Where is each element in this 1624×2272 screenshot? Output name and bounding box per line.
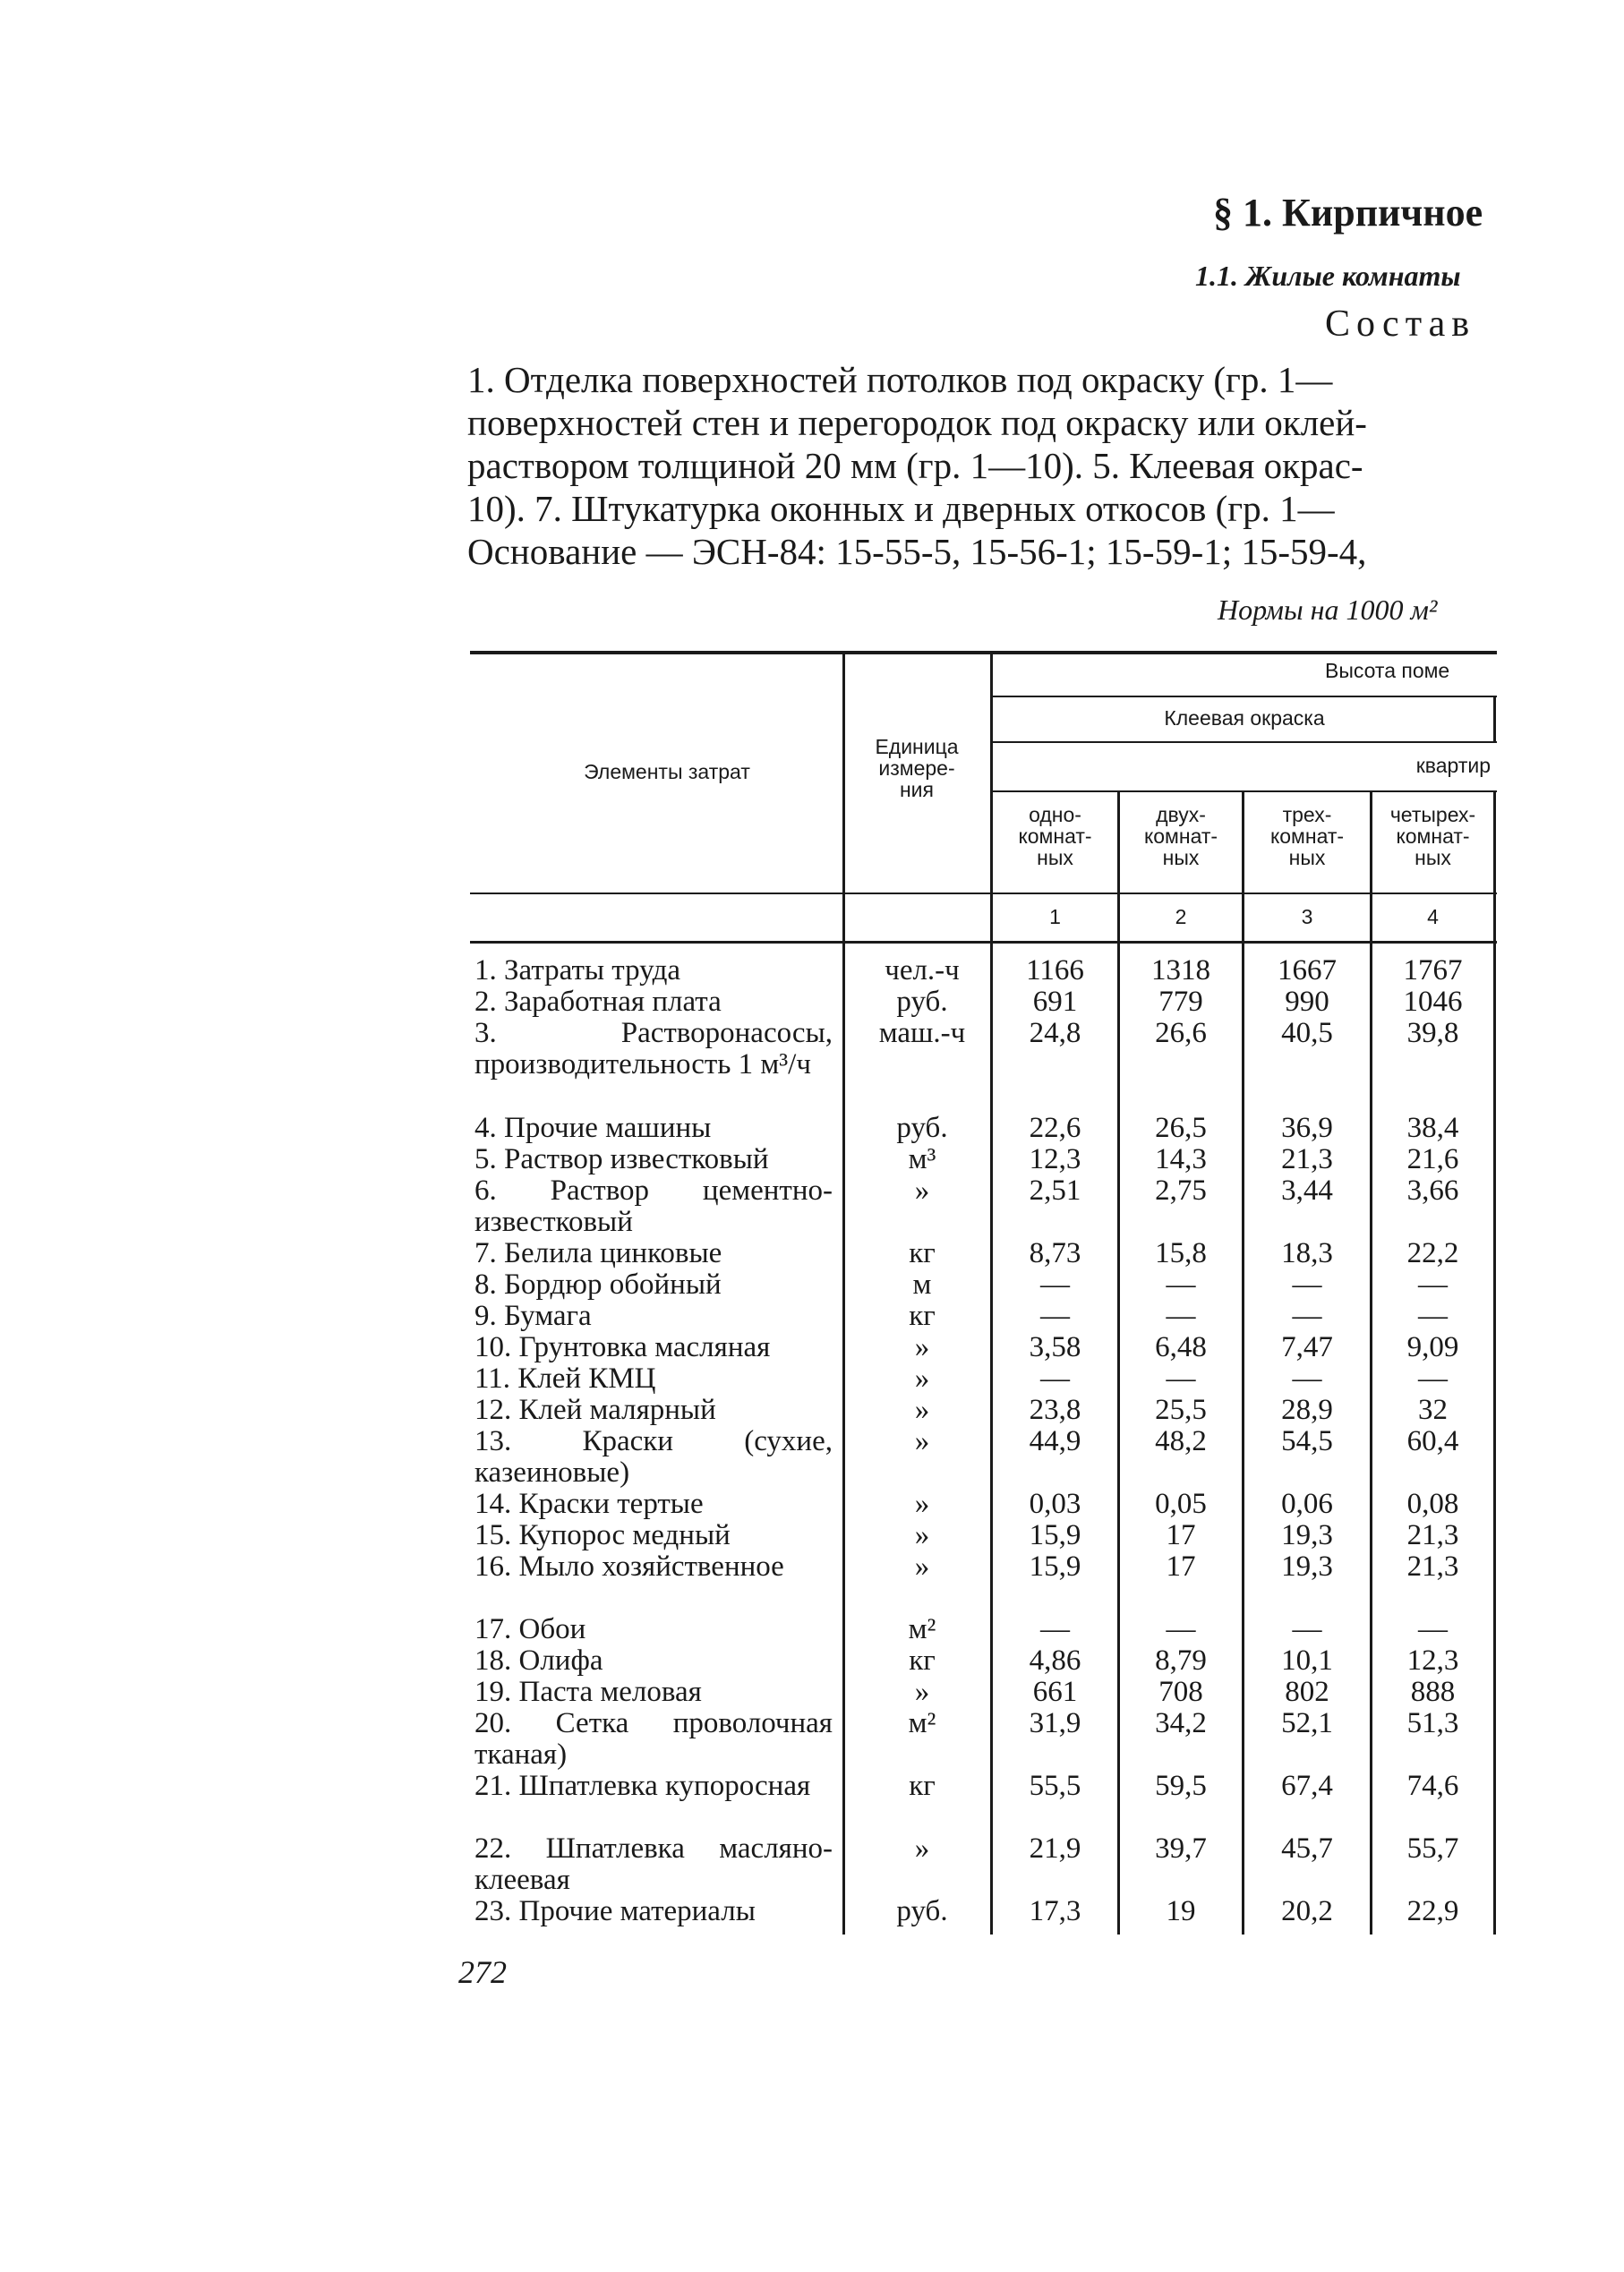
table-cell-value: 26,6 <box>1155 1017 1207 1049</box>
table-row-name: 6. Раствор цементно-известковый <box>474 1174 833 1238</box>
table-row-unit: » <box>914 1331 930 1363</box>
table-row-unit: м <box>912 1268 932 1301</box>
table-row-name: 16. Мыло хозяйственное <box>474 1550 784 1583</box>
table-row-name: 14. Краски тертые <box>474 1488 704 1520</box>
header-rule <box>992 696 1497 697</box>
table-row-name: 11. Клей КМЦ <box>474 1362 656 1395</box>
table-row-unit: маш.-ч <box>878 1017 966 1049</box>
table-cell-value: 59,5 <box>1155 1770 1207 1802</box>
table-cell-value: 802 <box>1285 1676 1329 1708</box>
table-row-unit: руб. <box>896 986 948 1018</box>
table-row-unit: м² <box>908 1613 936 1645</box>
header-line: ных <box>1037 846 1073 869</box>
table-row-name: 23. Прочие материалы <box>474 1895 756 1927</box>
composition-heading: Состав <box>1325 303 1476 345</box>
header-line: одно- <box>1029 803 1081 826</box>
table-top-rule <box>470 651 1497 654</box>
table-cell-value: — <box>1292 1268 1322 1301</box>
table-row-unit: кг <box>909 1237 936 1269</box>
table-cell-value: 990 <box>1285 986 1329 1018</box>
table-cell-value: 7,47 <box>1281 1331 1333 1363</box>
table-cell-value: 661 <box>1032 1676 1078 1708</box>
header-line: комнат- <box>1396 824 1470 848</box>
table-cell-value: 708 <box>1158 1676 1203 1708</box>
table-row-name: 18. Олифа <box>474 1644 603 1677</box>
table-cell-value: 36,9 <box>1281 1112 1333 1144</box>
table-cell-value: 17 <box>1166 1519 1196 1551</box>
header-line: ных <box>1415 846 1451 869</box>
table-cell-value: 19,3 <box>1281 1519 1333 1551</box>
table-cell-value: — <box>1418 1362 1448 1395</box>
norms-caption: Нормы на 1000 м² <box>1218 594 1438 626</box>
table-row-name: 19. Паста меловая <box>474 1676 702 1708</box>
table-cell-value: 67,4 <box>1281 1770 1333 1802</box>
table-row-unit: руб. <box>896 1112 948 1144</box>
table-row-unit: » <box>914 1676 930 1708</box>
table-cell-value: 21,6 <box>1406 1143 1459 1175</box>
table-row-name: 12. Клей малярный <box>474 1394 716 1426</box>
column-header-unit <box>845 736 988 800</box>
table-cell-value: 691 <box>1032 986 1078 1018</box>
table-row-unit: руб. <box>896 1895 948 1927</box>
header-rule <box>470 893 1497 894</box>
table-cell-value: 19,3 <box>1281 1550 1333 1583</box>
table-cell-value: 1767 <box>1403 954 1463 987</box>
column-number: 4 <box>1427 905 1439 928</box>
table-cell-value: 3,44 <box>1281 1174 1333 1207</box>
apartments-header: квартир <box>1415 754 1491 777</box>
table-row-name: 1. Затраты труда <box>474 954 681 987</box>
table-cell-value: 24,8 <box>1029 1017 1081 1049</box>
table-cell-value: 55,7 <box>1406 1832 1459 1865</box>
intro-line: 1. Отделка поверхностей потолков под окраску (гр. 1— <box>467 359 1333 400</box>
table-cell-value: 2,51 <box>1029 1174 1081 1207</box>
header-line: комнат- <box>1269 824 1345 848</box>
table-cell-value: 1046 <box>1403 986 1463 1018</box>
room-type-header <box>1120 804 1242 868</box>
table-cell-value: 21,3 <box>1406 1550 1459 1583</box>
table-cell-value: 3,58 <box>1029 1331 1081 1363</box>
table-cell-value: 48,2 <box>1155 1425 1207 1457</box>
table-row-name: 10. Грунтовка масляная <box>474 1331 771 1363</box>
subsection-title: 1.1. Жилые комнаты <box>1195 260 1461 292</box>
header-line: трех- <box>1282 803 1332 826</box>
table-row-unit: » <box>914 1550 930 1583</box>
table-cell-value: 22,9 <box>1406 1895 1459 1927</box>
column-divider <box>842 653 845 1935</box>
table-cell-value: 8,73 <box>1029 1237 1081 1269</box>
intro-line: раствором толщиной 20 мм (гр. 1—10). 5. Клеевая окрас- <box>467 445 1363 486</box>
table-cell-value: 1166 <box>1026 954 1084 987</box>
table-row-unit: м² <box>908 1707 936 1739</box>
table-cell-value: 52,1 <box>1281 1707 1333 1739</box>
room-type-header <box>1372 804 1493 868</box>
table-row-unit: кг <box>909 1300 936 1332</box>
table-cell-value: — <box>1040 1300 1070 1332</box>
header-line: измере- <box>878 756 955 780</box>
room-type-header <box>993 804 1117 868</box>
table-row-name: 15. Купорос медный <box>474 1519 731 1551</box>
table-row-unit: » <box>914 1394 930 1426</box>
table-cell-value: 21,3 <box>1406 1519 1459 1551</box>
table-row-unit: м³ <box>908 1143 936 1175</box>
table-cell-value: 54,5 <box>1281 1425 1333 1457</box>
table-row-name: 5. Раствор известковый <box>474 1143 769 1175</box>
table-row-unit: » <box>914 1488 930 1520</box>
column-divider <box>1493 697 1496 741</box>
table-cell-value: 15,8 <box>1155 1237 1207 1269</box>
header-line: ния <box>899 778 934 801</box>
table-cell-value: 6,48 <box>1155 1331 1207 1363</box>
table-cell-value: — <box>1040 1268 1070 1301</box>
table-cell-value: 18,3 <box>1281 1237 1333 1269</box>
table-row-unit: » <box>914 1174 930 1207</box>
table-row-name: 4. Прочие машины <box>474 1112 712 1144</box>
table-row-name: 9. Бумага <box>474 1300 592 1332</box>
table-cell-value: 45,7 <box>1281 1832 1333 1865</box>
table-cell-value: 26,5 <box>1155 1112 1207 1144</box>
table-cell-value: 34,2 <box>1155 1707 1207 1739</box>
height-header: Высота поме <box>1325 659 1450 682</box>
table-cell-value: — <box>1166 1268 1196 1301</box>
header-line: ных <box>1162 846 1200 869</box>
table-cell-value: 15,9 <box>1029 1519 1081 1551</box>
table-cell-value: — <box>1040 1613 1070 1645</box>
table-cell-value: 10,1 <box>1281 1644 1333 1677</box>
table-cell-value: 51,3 <box>1406 1707 1459 1739</box>
table-cell-value: 0,03 <box>1029 1488 1081 1520</box>
table-cell-value: 0,05 <box>1155 1488 1207 1520</box>
table-cell-value: 3,66 <box>1406 1174 1459 1207</box>
table-cell-value: 14,3 <box>1155 1143 1207 1175</box>
intro-line: поверхностей стен и перегородок под окраску или оклей- <box>467 402 1367 443</box>
column-number: 2 <box>1175 905 1187 928</box>
table-cell-value: 39,8 <box>1406 1017 1459 1049</box>
table-cell-value: 44,9 <box>1029 1425 1081 1457</box>
table-cell-value: 60,4 <box>1406 1425 1459 1457</box>
table-cell-value: 31,9 <box>1029 1707 1081 1739</box>
table-row-name: 20. Сетка проволочная тканая) <box>474 1707 833 1771</box>
table-cell-value: 1318 <box>1151 954 1210 987</box>
page-number: 272 <box>458 1954 507 1990</box>
table-row-unit: кг <box>909 1770 936 1802</box>
header-bottom-rule <box>470 941 1497 944</box>
table-row-unit: » <box>914 1832 930 1865</box>
table-row-name: 22. Шпатлевка масляно-клеевая <box>474 1832 833 1896</box>
header-line: двух- <box>1156 803 1206 826</box>
table-cell-value: 2,75 <box>1155 1174 1207 1207</box>
table-cell-value: — <box>1292 1362 1322 1395</box>
header-line: комнат- <box>1143 824 1218 848</box>
table-cell-value: 8,79 <box>1155 1644 1207 1677</box>
table-row-unit: кг <box>909 1644 936 1677</box>
table-cell-value: 19 <box>1166 1895 1196 1927</box>
table-row-unit: » <box>914 1362 930 1395</box>
column-number: 3 <box>1301 905 1313 928</box>
room-type-header <box>1244 804 1370 868</box>
table-cell-value: 9,09 <box>1406 1331 1459 1363</box>
table-cell-value: 12,3 <box>1029 1143 1081 1175</box>
table-row-name: 2. Заработная плата <box>474 986 722 1018</box>
header-rule <box>992 790 1497 792</box>
table-cell-value: — <box>1166 1362 1196 1395</box>
paint-header: Клеевая окраска <box>1164 706 1325 730</box>
table-row-unit: » <box>914 1425 930 1457</box>
table-cell-value: 28,9 <box>1281 1394 1333 1426</box>
header-rule <box>992 741 1497 743</box>
table-cell-value: 4,86 <box>1029 1644 1081 1677</box>
table-cell-value: 15,9 <box>1029 1550 1081 1583</box>
table-cell-value: — <box>1166 1300 1196 1332</box>
table-cell-value: 22,6 <box>1029 1112 1081 1144</box>
table-cell-value: — <box>1292 1613 1322 1645</box>
table-cell-value: 0,08 <box>1406 1488 1459 1520</box>
table-row-name: 3. Растворонасосы, производительность 1 м³/ч <box>474 1017 833 1080</box>
table-cell-value: — <box>1418 1268 1448 1301</box>
table-cell-value: 0,06 <box>1281 1488 1333 1520</box>
table-cell-value: 21,3 <box>1281 1143 1333 1175</box>
table-cell-value: 23,8 <box>1029 1394 1081 1426</box>
table-row-unit: » <box>914 1519 930 1551</box>
header-line: Единица <box>875 735 959 758</box>
table-cell-value: 40,5 <box>1281 1017 1333 1049</box>
table-cell-value: 39,7 <box>1155 1832 1207 1865</box>
header-line: четырех- <box>1389 803 1476 826</box>
table-row-unit: чел.-ч <box>885 954 960 987</box>
table-row-name: 7. Белила цинковые <box>474 1237 722 1269</box>
table-cell-value: 12,3 <box>1406 1644 1459 1677</box>
table-cell-value: — <box>1166 1613 1196 1645</box>
table-cell-value: 22,2 <box>1406 1237 1459 1269</box>
table-cell-value: 21,9 <box>1029 1832 1081 1865</box>
table-row-name: 13. Краски (сухие, казеиновые) <box>474 1425 833 1489</box>
table-cell-value: — <box>1292 1300 1322 1332</box>
table-cell-value: 32 <box>1418 1394 1448 1426</box>
header-line: ных <box>1288 846 1326 869</box>
section-title: § 1. Кирпичное <box>1213 191 1483 235</box>
table-cell-value: 17 <box>1166 1550 1196 1583</box>
table-cell-value: 888 <box>1410 1676 1456 1708</box>
column-header-elements: Элементы затрат <box>584 760 750 783</box>
table-cell-value: 1667 <box>1278 954 1337 987</box>
table-cell-value: 20,2 <box>1281 1895 1333 1927</box>
column-divider <box>1493 792 1496 1935</box>
table-row-name: 17. Обои <box>474 1613 586 1645</box>
table-cell-value: — <box>1040 1362 1070 1395</box>
header-line: комнат- <box>1018 824 1092 848</box>
table-cell-value: 55,5 <box>1029 1770 1081 1802</box>
table-cell-value: 38,4 <box>1406 1112 1459 1144</box>
table-cell-value: 25,5 <box>1155 1394 1207 1426</box>
intro-line: Основание — ЭСН-84: 15-55-5, 15-56-1; 15-59-1; 15-59-4, <box>467 531 1367 572</box>
table-row-name: 8. Бордюр обойный <box>474 1268 722 1301</box>
table-cell-value: 17,3 <box>1029 1895 1081 1927</box>
intro-line: 10). 7. Штукатурка оконных и дверных откосов (гр. 1— <box>467 488 1335 529</box>
column-number: 1 <box>1049 905 1061 928</box>
table-row-name: 21. Шпатлевка купоросная <box>474 1770 811 1802</box>
table-cell-value: 74,6 <box>1406 1770 1459 1802</box>
table-cell-value: — <box>1418 1300 1448 1332</box>
table-cell-value: — <box>1418 1613 1448 1645</box>
table-cell-value: 779 <box>1158 986 1203 1018</box>
